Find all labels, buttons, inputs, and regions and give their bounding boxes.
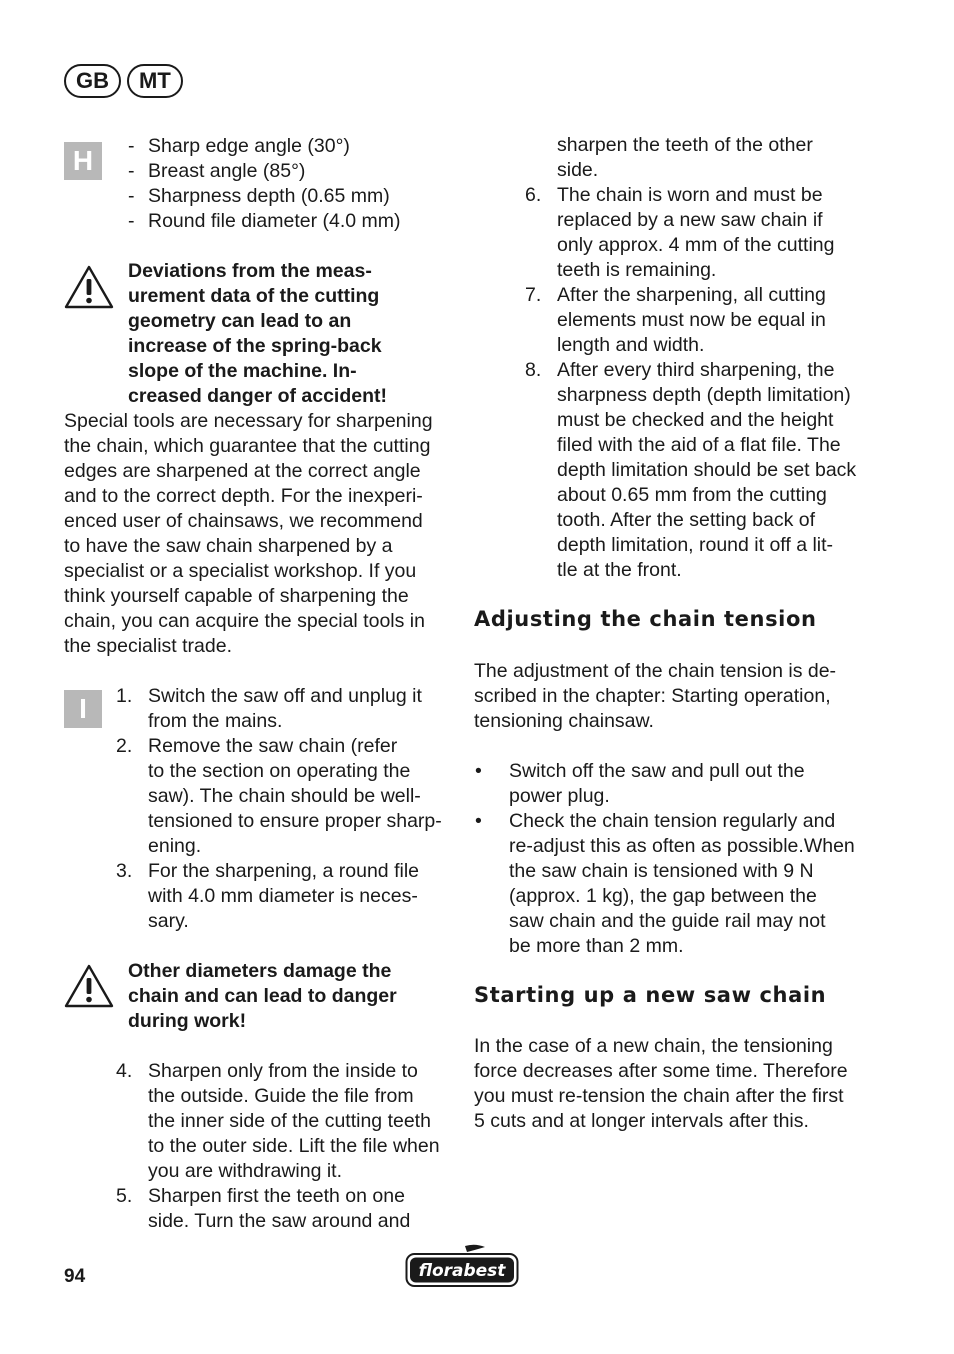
spec-item	[128, 184, 448, 209]
step-line: about 0.65 mm from the cutting	[557, 484, 827, 506]
step-item	[525, 183, 877, 283]
bullet-line: the saw chain is tensioned with 9 N	[509, 860, 814, 882]
step-line: sary.	[148, 910, 189, 932]
spec-text: Breast angle (85°)	[148, 160, 306, 182]
bullet-line: (approx. 1 kg), the gap between the	[509, 885, 817, 907]
step-number: 8.	[525, 359, 542, 381]
step-item	[557, 133, 877, 183]
warning-line: Deviations from the meas-	[128, 260, 372, 282]
step-line: length and width.	[557, 334, 705, 356]
step-number: 7.	[525, 284, 542, 306]
chain-tension-bullets	[475, 759, 869, 959]
step-line: The chain is worn and must be	[557, 184, 823, 206]
step-line: sharpness depth (depth limitation)	[557, 384, 851, 406]
step-number: 2.	[116, 735, 133, 757]
bullet-item	[475, 759, 869, 809]
paragraph-line: Special tools are necessary for sharpening	[64, 410, 433, 432]
step-item	[116, 1184, 458, 1234]
paragraph-line: you must re-tension the chain after the first	[474, 1085, 844, 1107]
paragraph-line: the chain, which guarantee that the cutting	[64, 435, 431, 457]
bullet-marker: •	[475, 760, 482, 782]
step-line: ening.	[148, 835, 202, 857]
step-line: only approx. 4 mm of the cutting	[557, 234, 835, 256]
paragraph-line: 5 cuts and at longer intervals after this.	[474, 1110, 809, 1132]
step-item	[525, 283, 877, 358]
paragraph-line: enced user of chainsaws, we recommend	[64, 510, 423, 532]
bullet-line: Check the chain tension regularly and	[509, 810, 836, 832]
step-item	[116, 684, 458, 734]
step-item	[116, 734, 458, 859]
step-line: replaced by a new saw chain if	[557, 209, 823, 231]
dash-marker: -	[128, 135, 135, 157]
lang-badge-mt: MT	[127, 64, 183, 98]
paragraph-line: edges are sharpened at the correct angle	[64, 460, 421, 482]
warning-diameter-text	[128, 959, 458, 1034]
warning-line: creased danger of accident!	[128, 385, 388, 407]
paragraph-line: force decreases after some time. Therefore	[474, 1060, 848, 1082]
chain-tension-paragraph	[474, 659, 874, 734]
warning-triangle-icon	[64, 964, 114, 1008]
step-line: sharpen the teeth of the other	[557, 134, 813, 156]
step-line: After every third sharpening, the	[557, 359, 835, 381]
bullet-line: power plug.	[509, 785, 610, 807]
step-number: 1.	[116, 685, 133, 707]
bullet-item	[475, 809, 869, 959]
step-line: to the section on operating the	[148, 760, 411, 782]
paragraph-line: The adjustment of the chain tension is de-	[474, 660, 837, 682]
page-number: 94	[64, 1266, 86, 1287]
bullet-marker: •	[475, 810, 482, 832]
step-line: Sharpen only from the inside to	[148, 1060, 418, 1082]
paragraph-line: In the case of a new chain, the tensioning	[474, 1035, 833, 1057]
bullet-line: re-adjust this as often as possible.When	[509, 835, 855, 857]
paragraph-line: and to the correct depth. For the inexperi-	[64, 485, 423, 507]
bullet-line: saw chain and the guide rail may not	[509, 910, 826, 932]
step-line: After the sharpening, all cutting	[557, 284, 826, 306]
section-marker-i: I	[64, 690, 102, 728]
paragraph-line: the specialist trade.	[64, 635, 233, 657]
warning-line: chain and can lead to danger	[128, 985, 397, 1007]
step-line: to the outer side. Lift the file when	[148, 1135, 440, 1157]
step-line: Switch the saw off and unplug it	[148, 685, 422, 707]
dash-marker: -	[128, 210, 135, 232]
warning-line: increase of the spring-back	[128, 335, 382, 357]
step-line: side. Turn the saw around and	[148, 1210, 411, 1232]
step-line: the inner side of the cutting teeth	[148, 1110, 431, 1132]
step-line: the outside. Guide the file from	[148, 1085, 414, 1107]
step-line: saw). The chain should be well-	[148, 785, 421, 807]
warning-triangle-icon	[64, 265, 114, 309]
language-badges	[64, 64, 183, 98]
warning-line: during work!	[128, 1010, 247, 1032]
paragraph-line: to have the saw chain sharpened by a	[64, 535, 393, 557]
step-item	[116, 859, 458, 934]
warning-line: Other diameters damage the	[128, 960, 392, 982]
step-number: 6.	[525, 184, 542, 206]
heading-chain-tension: Adjusting the chain tension	[474, 607, 817, 631]
spec-text: Sharpness depth (0.65 mm)	[148, 185, 390, 207]
heading-new-saw-chain: Starting up a new saw chain	[474, 983, 827, 1007]
step-number: 3.	[116, 860, 133, 882]
dash-marker: -	[128, 185, 135, 207]
steps-list-b	[116, 1059, 458, 1234]
lang-badge-gb: GB	[64, 64, 121, 98]
step-line: elements must now be equal in	[557, 309, 826, 331]
step-line: side.	[557, 159, 599, 181]
paragraph-line: chain, you can acquire the special tools in	[64, 610, 425, 632]
section-marker-h: H	[64, 142, 102, 180]
step-line: tle at the front.	[557, 559, 682, 581]
warning-line: slope of the machine. In-	[128, 360, 357, 382]
step-line: For the sharpening, a round file	[148, 860, 420, 882]
step-number: 5.	[116, 1185, 133, 1207]
steps-list-c	[525, 133, 877, 583]
warning-line: geometry can lead to an	[128, 310, 352, 332]
step-line: must be checked and the height	[557, 409, 834, 431]
step-item	[116, 1059, 458, 1184]
step-line: tensioned to ensure proper sharp-	[148, 810, 442, 832]
dash-marker: -	[128, 160, 135, 182]
step-number: 4.	[116, 1060, 133, 1082]
intro-paragraph	[64, 409, 454, 659]
bullet-line: be more than 2 mm.	[509, 935, 684, 957]
step-line: Remove the saw chain (refer	[148, 735, 398, 757]
step-line: depth limitation, round it off a lit-	[557, 534, 834, 556]
step-item	[525, 358, 877, 583]
new-chain-paragraph	[474, 1034, 874, 1134]
warning-line: urement data of the cutting	[128, 285, 380, 307]
bullet-line: Switch off the saw and pull out the	[509, 760, 805, 782]
florabest-logo	[405, 1244, 519, 1288]
spec-item	[128, 209, 448, 234]
step-line: teeth is remaining.	[557, 259, 717, 281]
paragraph-line: specialist or a specialist workshop. If you	[64, 560, 417, 582]
spec-item	[128, 159, 448, 184]
warning-accident-text	[128, 259, 458, 409]
step-line: Sharpen first the teeth on one	[148, 1185, 405, 1207]
steps-list-a	[116, 684, 458, 934]
step-line: depth limitation should be set back	[557, 459, 857, 481]
paragraph-line: think yourself capable of sharpening the	[64, 585, 409, 607]
paragraph-line: scribed in the chapter: Starting operation,	[474, 685, 831, 707]
spec-item	[128, 134, 448, 159]
svg-text:florabest: florabest	[418, 1261, 506, 1281]
step-line: tooth. After the setting back of	[557, 509, 815, 531]
paragraph-line: tensioning chainsaw.	[474, 710, 654, 732]
spec-text: Sharp edge angle (30°)	[148, 135, 350, 157]
step-line: from the mains.	[148, 710, 283, 732]
step-line: you are withdrawing it.	[148, 1160, 343, 1182]
step-line: with 4.0 mm diameter is neces-	[148, 885, 418, 907]
spec-list	[128, 134, 448, 234]
step-line: filed with the aid of a flat file. The	[557, 434, 841, 456]
spec-text: Round file diameter (4.0 mm)	[148, 210, 401, 232]
